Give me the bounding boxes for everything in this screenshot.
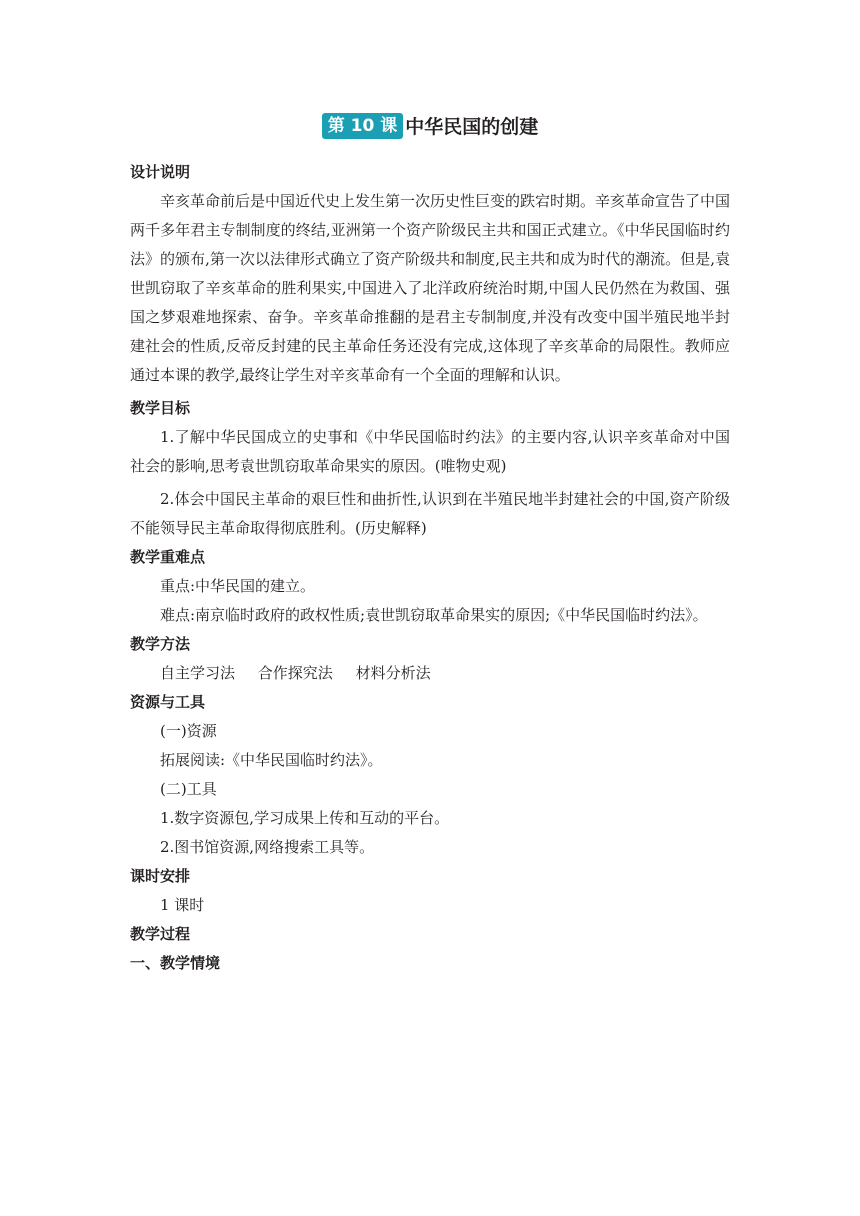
- method-item: 自主学习法: [160, 664, 236, 682]
- lesson-title: 中华民国的创建: [405, 116, 539, 138]
- method-item: 合作探究法: [257, 664, 333, 682]
- goal-item: 1.了解中华民国成立的史事和《中华民国临时约法》的主要内容,认识辛亥革命对中国社会的影响,思考袁世凯窃取革命果实的原因。(唯物史观): [130, 428, 730, 475]
- difficult-point-text: 难点:南京临时政府的政权性质;袁世凯窃取革命果实的原因;《中华民国临时约法》。: [160, 606, 708, 624]
- section-heading-process: 教学过程: [130, 925, 191, 943]
- schedule-text: 1 课时: [160, 896, 205, 914]
- document-body: [130, 158, 730, 978]
- section-heading-key-points: 教学重难点: [130, 548, 206, 566]
- section-heading-methods: 教学方法: [130, 635, 191, 653]
- design-paragraph: 辛亥革命前后是中国近代史上发生第一次历史性巨变的跌宕时期。辛亥革命宣告了中国两千多年君主专制制度的终结,亚洲第一个资产阶级民主共和国正式建立。《中华民国临时约法》的颁布,第一次以法律形式确立了资产阶级共和制度,民主共和成为时代的潮流。但是,袁世凯窃取了辛亥革命的胜利果实,中国进入了北洋政府统治时期,中国人民仍然在为救国、强国之梦艰难地探索、奋争。辛亥革命推翻的是君主专制制度,并没有改变中国半殖民地半封建社会的性质,反帝反封建的民主革命任务还没有完成,这体现了辛亥革命的局限性。教师应通过本课的教学,最终让学生对辛亥革命有一个全面的理解和认识。: [130, 192, 731, 384]
- lesson-header: [0, 112, 860, 139]
- resources-subheading: (一)资源: [160, 722, 217, 740]
- methods-list: [130, 659, 730, 688]
- key-point-text: 重点:中华民国的建立。: [160, 577, 316, 595]
- resources-text: 拓展阅读:《中华民国临时约法》。: [160, 751, 383, 769]
- section-heading-schedule: 课时安排: [130, 867, 191, 885]
- tool-item: 1.数字资源包,学习成果上传和互动的平台。: [160, 809, 450, 827]
- process-subheading: 一、教学情境: [130, 954, 221, 972]
- section-heading-design: 设计说明: [130, 163, 191, 181]
- tools-subheading: (二)工具: [160, 780, 217, 798]
- lesson-number-badge: 第 10 课: [322, 113, 404, 139]
- tool-item: 2.图书馆资源,网络搜索工具等。: [160, 838, 375, 856]
- section-heading-goals: 教学目标: [130, 399, 191, 417]
- goal-item: 2.体会中国民主革命的艰巨性和曲折性,认识到在半殖民地半封建社会的中国,资产阶级不能领导民主革命取得彻底胜利。(历史解释): [130, 490, 730, 537]
- method-item: 材料分析法: [355, 664, 431, 682]
- section-heading-resources: 资源与工具: [130, 693, 206, 711]
